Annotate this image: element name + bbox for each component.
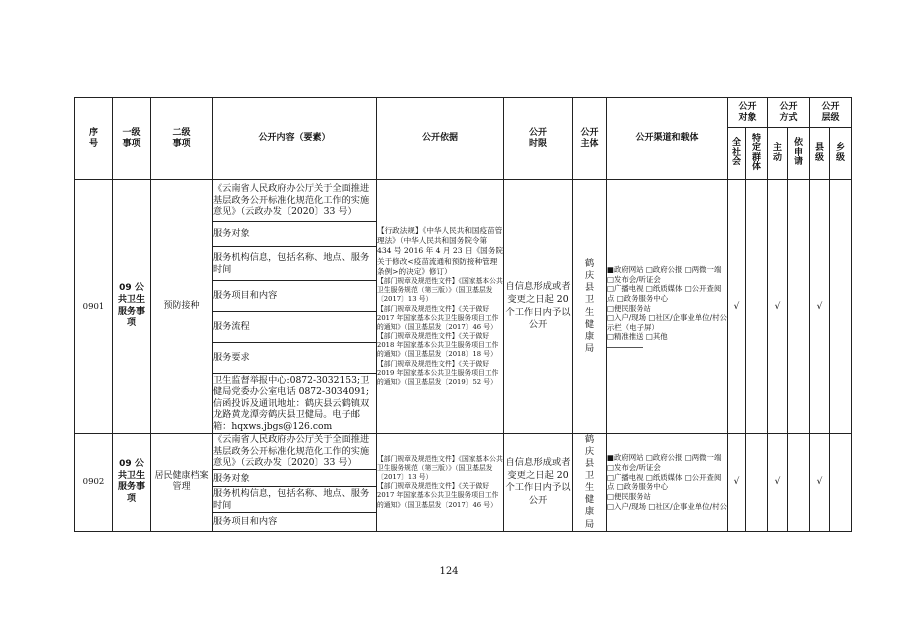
check-method-active: √ xyxy=(768,180,788,434)
channel-line: □便民服务站 xyxy=(607,491,651,501)
check-method-active: √ xyxy=(768,434,788,532)
header-channel: 公开渠道和载体 xyxy=(607,98,728,180)
row-level1: 09 公共卫生服务事项 xyxy=(113,434,151,532)
header-level-township: 乡级 xyxy=(830,128,852,180)
basis-entry: 【部门规章及规范性文件】《关于做好 2017 年国家基本公共卫生服务项目工作的通知》（国卫基层发〔2017〕46 号） xyxy=(377,304,499,331)
row-level1: 09 公共卫生服务事项 xyxy=(113,180,151,434)
header-method-active: 主动 xyxy=(768,128,788,180)
basis-entry: 【部门规章及规范性文件】《关于做好 2018 年国家基本公共卫生服务项目工作的通知》（国卫基层发〔2018〕18 号） xyxy=(377,332,499,359)
header-target: 公开对象 xyxy=(728,98,768,128)
channel-line: □便民服务站 xyxy=(607,303,651,313)
basis-entry: 【部门规章及规范性文件】《关于做好 2017 年国家基本公共卫生服务项目工作的通知》（国卫基层发〔2017〕46 号） xyxy=(377,482,499,509)
channel-line: □广播电视 □纸质媒体 □公开查阅点 □政务服务中心 xyxy=(607,472,722,492)
header-target-all: 全社会 xyxy=(728,128,746,180)
header-level-county: 县级 xyxy=(810,128,830,180)
header-target-specific: 特定群体 xyxy=(746,128,768,180)
content-item: 《云南省人民政府办公厅关于全面推进基层政务公开标准化规范化工作的实施意见》（云政办发〔2020〕33 号） xyxy=(213,434,377,470)
content-item: 服务机构信息，包括名称、地点、服务时间 xyxy=(213,247,377,281)
page-number: 124 xyxy=(439,566,459,577)
row-level2: 居民健康档案管理 xyxy=(151,434,213,532)
row-time-limit: 自信息形成或者变更之日起 20 个工作日内予以公开 xyxy=(504,180,573,434)
check-target-specific xyxy=(746,180,768,434)
check-level-county: √ xyxy=(810,180,830,434)
row-level2: 预防接种 xyxy=(151,180,213,434)
header-time-limit: 公开时限 xyxy=(504,98,573,180)
row-channel xyxy=(607,180,728,434)
table-row xyxy=(75,434,852,470)
header-seq: 序号 xyxy=(75,98,113,180)
disclosure-table xyxy=(74,97,852,532)
content-item: 服务项目和内容 xyxy=(213,281,377,312)
header-level1: 一级事项 xyxy=(113,98,151,180)
check-target-all: √ xyxy=(728,180,746,434)
row-basis xyxy=(377,434,504,532)
row-seq: 0902 xyxy=(75,434,113,532)
basis-entry: 【部门规章及规范性文件】《国家基本公共卫生服务规范（第三版）》（国卫基层发〔2017〕13 号） xyxy=(377,277,503,304)
channel-line: □广播电视 □纸质媒体 □公开查阅点 □政务服务中心 xyxy=(607,284,722,303)
basis-entry: 【部门规章及规范性文件】《国家基本公共卫生服务规范（第三版）》（国卫基层发〔2017〕13 号） xyxy=(377,454,503,482)
row-time-limit: 自信息形成或者变更之日起 20 个工作日内予以公开 xyxy=(504,434,573,532)
check-target-specific xyxy=(746,434,768,532)
content-item: 服务要求 xyxy=(213,343,377,374)
channel-line: □发布会/听证会 xyxy=(607,274,661,284)
check-level-township xyxy=(830,434,852,532)
check-target-all: √ xyxy=(728,434,746,532)
channel-line: □入户/现场 □社区/企事业单位/村公 xyxy=(607,501,727,511)
channel-line: □精准推送 □其他 xyxy=(607,332,668,342)
content-item: 卫生监督举报中心:0872-3032153;卫健局党委办公室电话 0872-3034091;信函投诉及通讯地址：鹤庆县云鹤镇双龙路黄龙潭旁鹤庆县卫健局。电子邮箱：hqxws.jbgs@126.com xyxy=(213,374,377,434)
channel-divider xyxy=(607,347,643,348)
row-subject: 鹤庆县卫生健康局 xyxy=(573,180,607,434)
header-method-apply: 依申请 xyxy=(788,128,810,180)
content-item: 服务对象 xyxy=(213,470,377,487)
basis-entry: 【部门规章及规范性文件】《关于做好 2019 年国家基本公共卫生服务项目工作的通知》（国卫基层发〔2019〕52 号） xyxy=(377,359,499,386)
channel-line: □发布会/听证会 xyxy=(607,463,661,473)
content-item: 服务机构信息，包括名称、地点、服务时间 xyxy=(213,487,377,513)
channel-line: □入户/现场 □社区/企事业单位/村公示栏（电子屏） xyxy=(607,313,727,332)
content-item: 服务对象 xyxy=(213,222,377,247)
row-channel xyxy=(607,434,728,532)
check-level-township xyxy=(830,180,852,434)
basis-entry: 【行政法规】《中华人民共和国疫苗管理法》（中华人民共和国务院令第 434 号 2016 年 4 月 23 日《国务院关于修改<疫苗流通和预防接种管理条例>的决定》修订） xyxy=(377,225,503,276)
row-subject: 鹤庆县卫生健康局 xyxy=(573,434,607,532)
table-row xyxy=(75,180,852,222)
row-basis xyxy=(377,180,504,434)
header-method: 公开方式 xyxy=(768,98,810,128)
header-basis: 公开依据 xyxy=(377,98,504,180)
header-content: 公开内容（要素） xyxy=(213,98,377,180)
header-row-1 xyxy=(75,98,852,128)
check-method-apply xyxy=(788,434,810,532)
content-item: 服务项目和内容 xyxy=(213,513,377,531)
content-item: 服务流程 xyxy=(213,312,377,343)
row-seq: 0901 xyxy=(75,180,113,434)
channel-line: ■政府网站 □政府公报 □两微一端 xyxy=(607,453,722,463)
check-level-county: √ xyxy=(810,434,830,532)
header-level2: 二级事项 xyxy=(151,98,213,180)
header-level: 公开层级 xyxy=(810,98,852,128)
content-item: 《云南省人民政府办公厅关于全面推进基层政务公开标准化规范化工作的实施意见》（云政办发〔2020〕33 号） xyxy=(213,180,377,222)
header-subject: 公开主体 xyxy=(573,98,607,180)
check-method-apply xyxy=(788,180,810,434)
channel-line: ■政府网站 □政府公报 □两微一端 xyxy=(607,265,722,274)
